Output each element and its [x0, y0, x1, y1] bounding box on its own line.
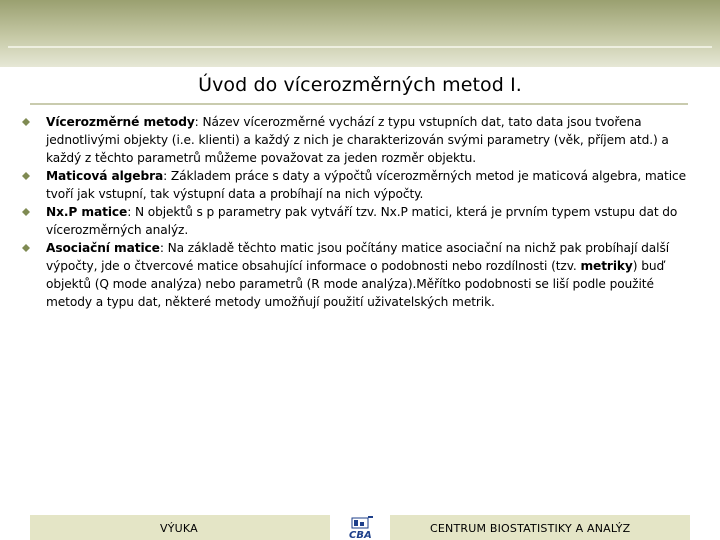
- banner-highlight-line: [8, 46, 712, 48]
- bullet-list: [22, 113, 690, 311]
- footer-left-box: [30, 515, 330, 540]
- bullet-emphasis: metriky: [580, 259, 633, 273]
- diamond-bullet-icon: [22, 244, 30, 252]
- footer-right-box: [390, 515, 690, 540]
- title-divider: [30, 103, 688, 105]
- bullet-item: [22, 113, 690, 167]
- bullet-item: [22, 167, 690, 203]
- bullet-text: : N objektů s p parametry pak vytváří tzv. Nx.P matici, která je prvním typem vstupu dat do vícerozměrných analýz.: [46, 205, 678, 237]
- slide-title: Úvod do vícerozměrných metod I.: [198, 74, 522, 96]
- bullet-text: : Název vícerozměrné vychází z typu vstupních dat, tato data jsou tvořena jednotlivými objekty (i.e. klienti) a každý z nich je charakterizován svými parametry (věk, příjem atd.) a každý z těchto parametrů můžeme považovat za jeden rozměr objektu.: [46, 115, 669, 165]
- footer-right-label: CENTRUM BIOSTATISTIKY A ANALÝZ: [430, 522, 631, 535]
- bullet-text: ) buď objektů (Q mode analýza) nebo parametrů (R mode analýza).Měřítko podobnosti se liší podle použité metody a typu dat, některé metody umožňují použití uživatelských metrik.: [46, 259, 665, 309]
- bullet-text: : Na základě těchto matic jsou počítány matice asociační na nichž pak probíhají další výpočty, jde o čtvercové matice obsahující informace o podobnosti nebo rozdílnosti (tzv.: [46, 241, 669, 273]
- bullet-text: : Základem práce s daty a výpočtů vícerozměrných metod je maticová algebra, matice tvoří jak vstupní, tak výstupní data a probíhají na nich výpočty.: [46, 169, 686, 201]
- diamond-bullet-icon: [22, 118, 30, 126]
- top-banner: [0, 0, 720, 67]
- bullet-term: Asociační matice: [46, 241, 160, 255]
- footer-left-label: VÝUKA: [160, 522, 198, 535]
- logo-text: CBA: [349, 530, 372, 540]
- bullet-term: Maticová algebra: [46, 169, 164, 183]
- bullet-term: Nx.P matice: [46, 205, 128, 219]
- diamond-bullet-icon: [22, 172, 30, 180]
- bullet-term: Vícerozměrné metody: [46, 115, 195, 129]
- bullet-item: [22, 239, 690, 311]
- bullet-item: [22, 203, 690, 239]
- cba-logo-icon: [346, 515, 376, 540]
- diamond-bullet-icon: [22, 208, 30, 216]
